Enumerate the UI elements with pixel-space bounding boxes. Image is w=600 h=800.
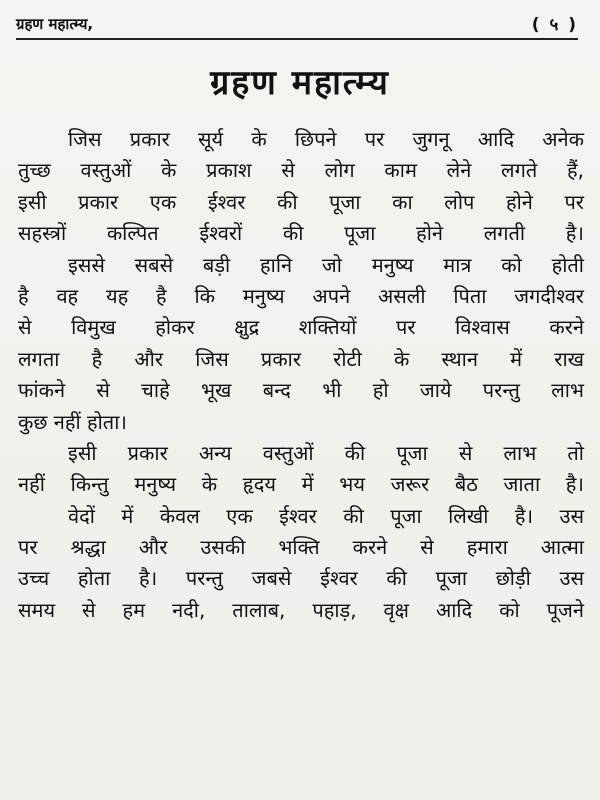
text-line: इसी प्रकार एक ईश्वर की पूजा का लोप होने पर [18,189,584,214]
text-line: उच्च होता है। परन्तु जबसे ईश्वर की पूजा छोड़ी उस [18,566,584,591]
paragraph-4 [18,501,584,627]
text-line: जिस प्रकार सूर्य के छिपने पर जुगनू आदि अनेक [68,127,584,151]
paragraph-2 [18,250,584,438]
running-header [16,8,578,40]
body-text [18,124,584,626]
text-line: पर श्रद्धा और उसकी भक्ति करने से हमारा आत्मा [18,535,584,560]
text-line: लगता है और जिस प्रकार रोटी के स्थान में राख [18,346,584,371]
text-line: इसी प्रकार अन्य वस्तुओं की पूजा से लाभ तो [68,440,584,465]
text-line: से विमुख होकर क्षुद्र शक्तियों पर विश्वास करने [18,315,584,340]
text-line: तुच्छ वस्तुओं के प्रकाश से लोग काम लेने लगते हैं, [18,158,584,183]
text-line: है वह यह है कि मनुष्य अपने असली पिता जगदीश्वर [18,283,584,308]
text-line: समय से हम नदी, तालाब, पहाड़, वृक्ष आदि को पूजने [18,597,584,622]
text-line: कुछ नहीं होता। [18,409,127,434]
text-line: फांकने से चाहे भूख बन्द भी हो जाये परन्तु लाभ [18,378,584,403]
text-line: सहस्त्रों कल्पित ईश्वरों की पूजा होने लगती है। [18,221,584,246]
text-line: नहीं किन्तु मनुष्य के हृदय में भय जरूर बैठ जाता है। [18,472,584,497]
page-number: ( ५ ) [531,15,578,35]
paragraph-3 [18,438,584,501]
text-line: वेदों में केवल एक ईश्वर की पूजा लिखी है। उस [68,503,584,528]
text-line: इससे सबसे बड़ी हानि जो मनुष्य मात्र को होती [68,252,584,277]
running-title: ग्रहण महात्म्य, [16,15,94,33]
chapter-title: ग्रहण महात्म्य [210,63,390,103]
paragraph-1 [18,124,584,250]
